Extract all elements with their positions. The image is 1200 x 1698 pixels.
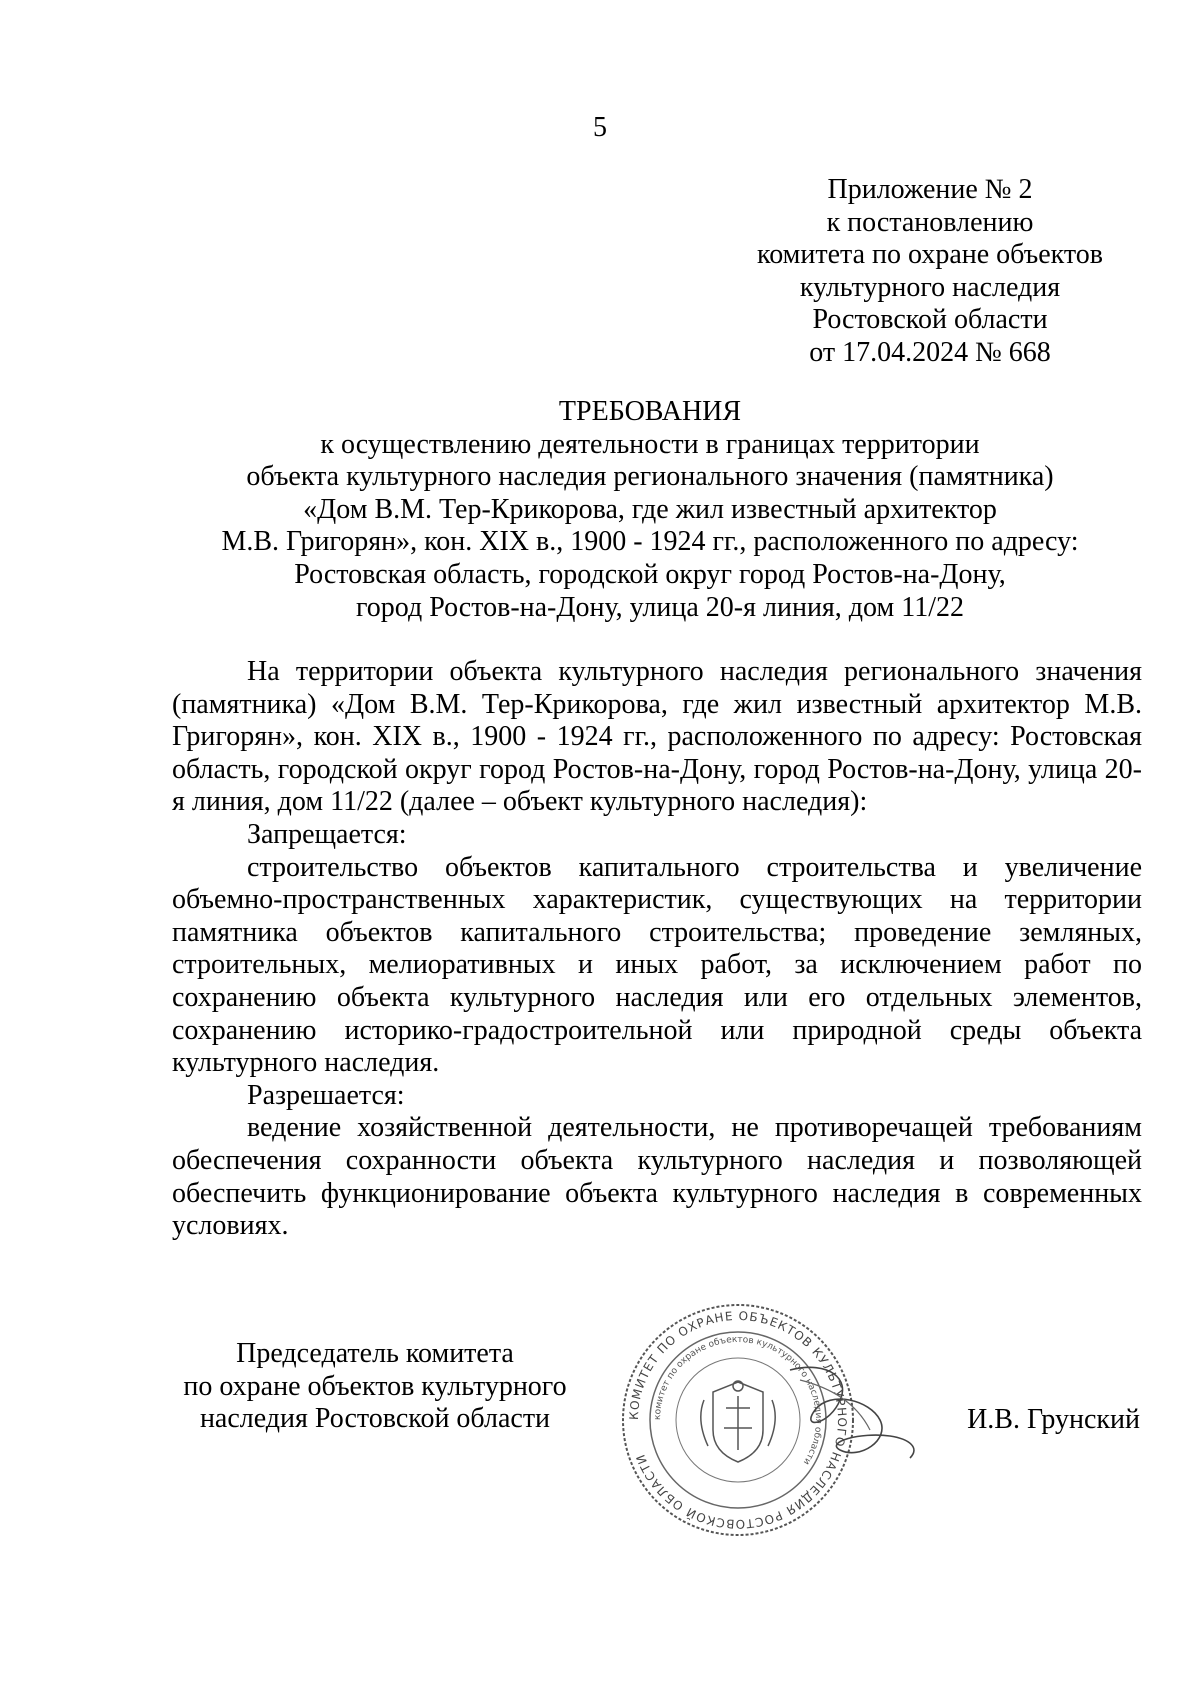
title-line: объекта культурного наследия регионального значения (памятника): [246, 461, 1054, 493]
signer-name: И.В. Грунский: [967, 1404, 1140, 1435]
stamp-outer-text: КОМИТЕТ ПО ОХРАНЕ ОБЪЕКТОВ КУЛЬТУРНОГО НАСЛЕДИЯ РОСТОВСКОЙ ОБЛАСТИ: [626, 1308, 850, 1532]
stamp-inner-text: комитет по охране объектов культурного наследия области: [652, 1334, 824, 1467]
page-number: 5: [593, 112, 607, 143]
title-line: к осуществлению деятельности в границах территории: [320, 428, 980, 460]
prohibited-paragraph: строительство объектов капитального строительства и увеличение объемно-пространственных характеристик, существующих на территории памятника объектов капитального строительства; проведение земляных, строительных, мелиоративных и иных работ, за исключением работ по сохранению объекта культурного наследия или его отдельных элементов, сохранению историко-градостроительной или природной среды объекта культурного наследия.: [172, 851, 1142, 1079]
appendix-line: от 17.04.2024 № 668: [809, 336, 1051, 368]
title-line: Ростовская область, городской округ город Ростов-на-Дону,: [294, 558, 1006, 590]
document-body: [172, 656, 1142, 1243]
allowed-paragraph: ведение хозяйственной деятельности, не противоречащей требованиям обеспечения сохранности объекта культурного наследия и позволяющей обеспечить функционирование объекта культурного наследия в современных условиях.: [172, 1112, 1142, 1242]
appendix-line: к постановлению: [826, 206, 1034, 238]
title-line: М.В. Григорян», кон. XIX в., 1900 - 1924 гг., расположенного по адресу:: [221, 526, 1079, 558]
prohibited-label: Запрещается:: [247, 818, 407, 850]
signatory-title-line: по охране объектов культурного: [183, 1370, 567, 1402]
signatory-title-line: Председатель комитета: [236, 1338, 514, 1369]
title-heading: ТРЕБОВАНИЯ: [558, 396, 742, 427]
intro-paragraph: На территории объекта культурного наследия регионального значения (памятника) «Дом В.М. Тер-Крикорова, где жил известный архитектор М.В. Григорян», кон. XIX в., 1900 - 1924 гг., расположенного по адресу: Ростовская область, городской округ город Ростов-на-Дону, город Ростов-на-Дону, улица 20-я линия, дом 11/22 (далее – объект культурного наследия):: [172, 656, 1142, 818]
document-title: [150, 396, 1150, 624]
appendix-line: Ростовской области: [812, 304, 1048, 336]
handwritten-signature: [770, 1340, 930, 1490]
appendix-reference: [750, 174, 1110, 370]
allowed-label: Разрешается:: [247, 1079, 405, 1111]
coat-of-arms-icon: [701, 1381, 775, 1462]
signatory-title: [160, 1338, 590, 1436]
appendix-line: Приложение № 2: [827, 174, 1033, 205]
appendix-line: комитета по охране объектов: [757, 239, 1103, 271]
signatory-title-line: наследия Ростовской области: [199, 1403, 551, 1435]
title-line: «Дом В.М. Тер-Крикорова, где жил известный архитектор: [303, 493, 997, 525]
appendix-line: культурного наследия: [799, 271, 1061, 303]
title-line: город Ростов-на-Дону, улица 20-я линия, дом 11/22: [356, 591, 964, 623]
